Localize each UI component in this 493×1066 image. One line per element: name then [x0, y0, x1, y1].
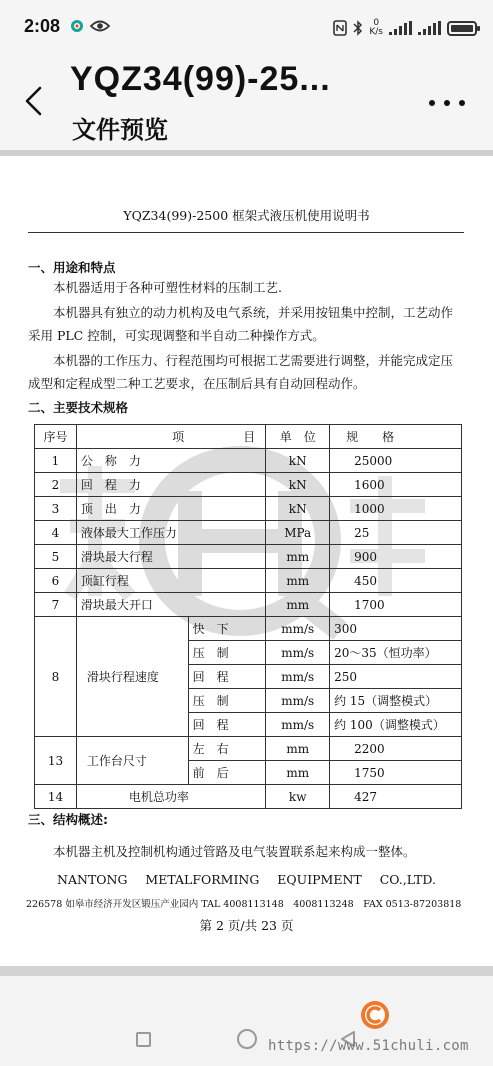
paragraph: 本机器具有独立的动力机构及电气系统，并采用按钮集中控制，工艺动作采用 PLC 控制，可实现调整和半自动二种操作方式。: [28, 305, 454, 343]
page-title: YQZ34(99)-25...: [70, 60, 331, 98]
system-nav-bar: [0, 976, 493, 1066]
table-row: 6 顶缸行程 mm 450: [35, 569, 462, 593]
table-row: 3 顶出力 kN 1000: [35, 497, 462, 521]
status-bar: [0, 0, 493, 58]
table-row: 5 滑块最大行程 mm 900: [35, 545, 462, 569]
site-logo-icon: [360, 1000, 390, 1030]
status-time: 2:08: [24, 16, 61, 36]
document-preview[interactable]: [0, 156, 493, 966]
table-row: 14 电机总功率 kw 427: [35, 785, 462, 809]
document-title: YQZ34(99)-2500 框架式液压机使用说明书: [123, 208, 370, 223]
net-speed: 0 K/s: [369, 18, 383, 37]
header-unit: 单 位: [266, 425, 330, 449]
table-row: 4 液体最大工作压力 MPa 25: [35, 521, 462, 545]
header-spec: 规 格: [330, 425, 462, 449]
section-heading: 一、用途和特点: [28, 260, 116, 275]
title-underline: [28, 232, 464, 233]
bluetooth-icon: [353, 20, 363, 36]
table-row: 1 公称力 kN 25000: [35, 449, 462, 473]
nfc-icon: [333, 20, 347, 36]
recents-icon[interactable]: [136, 1032, 151, 1047]
table-header-row: [35, 425, 462, 449]
signal-icon: [389, 21, 412, 35]
table-row: 前 后 mm 1750: [35, 761, 462, 785]
eye-icon: [90, 19, 110, 33]
home-icon[interactable]: [237, 1029, 257, 1049]
table-row: 8 滑块行程速度 快 下 mm/s 300: [35, 617, 462, 641]
section-heading: 三、结构概述:: [28, 812, 108, 827]
header-item: 项 目: [76, 425, 265, 449]
battery-icon: [447, 21, 477, 36]
table-row: 压 制 mm/s 20～35（恒功率）: [35, 641, 462, 665]
section-heading: 二、主要技术规格: [28, 400, 129, 415]
company-address: 226578 如皋市经济开发区锻压产业园内 TAL 4008113148 4008113248 FAX 0513-87203818: [26, 899, 462, 910]
company-name: NANTONG METALFORMING EQUIPMENT CO.,LTD.: [57, 872, 436, 887]
paragraph: 本机器主机及控制机构通过管路及电气装置联系起来构成一整体。: [53, 844, 416, 859]
paragraph: 本机器的工作压力、行程范围均可根据工艺需要进行调整，并能完成定压成型和定程成型二种工艺要求，在压制后具有自动回程动作。: [28, 353, 454, 391]
table-row: 压 制 mm/s 约 15（调整模式）: [35, 689, 462, 713]
sync-icon: [70, 19, 84, 33]
more-icon[interactable]: [429, 98, 465, 108]
page-indicator: 第 2 页/共 23 页: [199, 918, 294, 933]
divider: [0, 966, 493, 976]
app-header: [0, 58, 493, 150]
status-right: [333, 16, 477, 40]
back-icon[interactable]: [18, 84, 52, 118]
table-row: 回 程 mm/s 约 100（调整模式）: [35, 713, 462, 737]
page-subtitle: 文件预览: [72, 116, 168, 144]
site-watermark: https://www.51chuli.com: [268, 1038, 469, 1054]
table-row: 2 回程力 kN 1600: [35, 473, 462, 497]
spec-table: [34, 424, 462, 809]
paragraph: 本机器适用于各种可塑性材料的压制工艺.: [53, 280, 282, 295]
table-row: 13 工作台尺寸 左 右 mm 2200: [35, 737, 462, 761]
header-no: 序号: [35, 425, 77, 449]
signal-icon-2: [418, 21, 441, 35]
table-row: 回 程 mm/s 250: [35, 665, 462, 689]
table-row: 7 滑块最大开口 mm 1700: [35, 593, 462, 617]
